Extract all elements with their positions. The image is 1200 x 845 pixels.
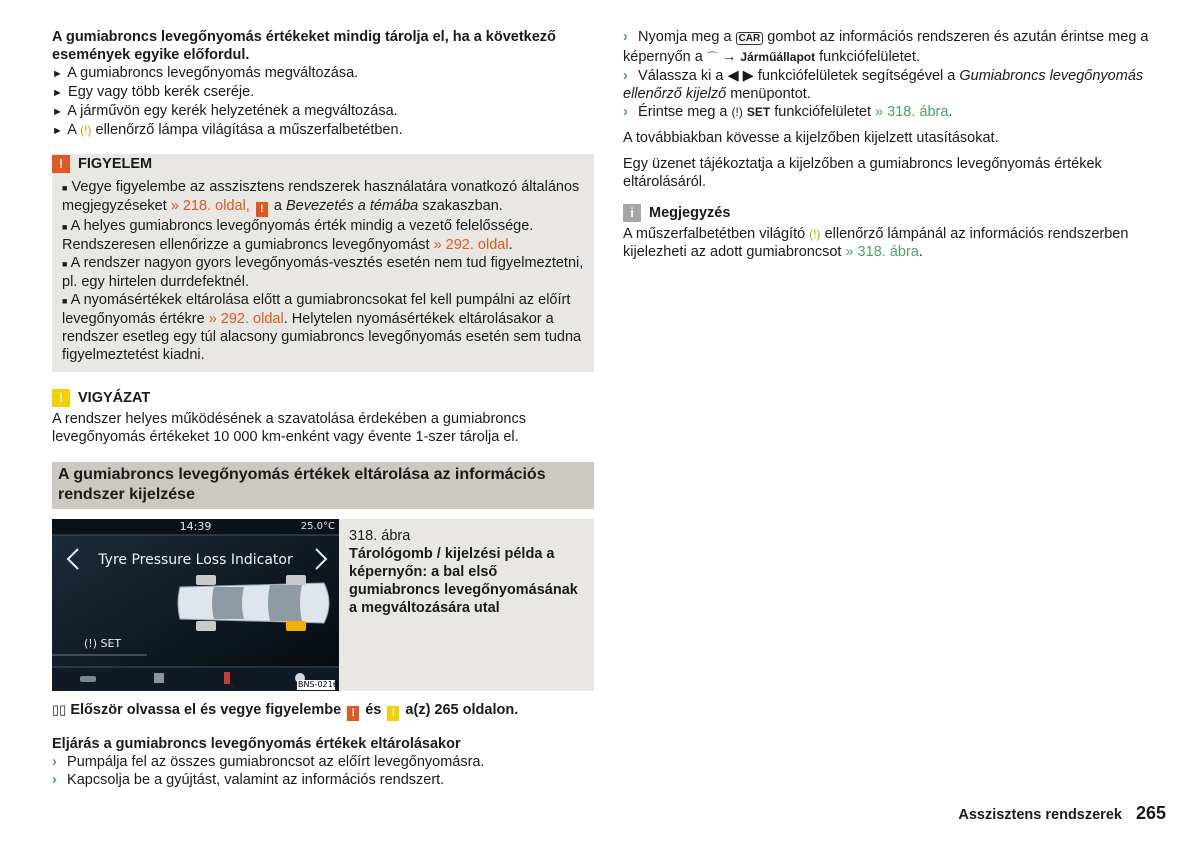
square-bullet-icon: ■ xyxy=(62,259,68,269)
triangle-bullet-icon: ► xyxy=(52,125,63,137)
media-icon[interactable] xyxy=(154,673,164,683)
procedure-step: › Érintse meg a (!) SET funkciófelületet » 318. ábra. xyxy=(623,104,953,120)
procedure-step: › Kapcsolja be a gyújtást, valamint az információs rendszert. xyxy=(52,772,445,788)
warning-icon: ! xyxy=(256,202,268,217)
chevron-right-icon: › xyxy=(52,772,57,788)
screen-temperature: 25.0°C xyxy=(300,521,335,532)
screen-title: Tyre Pressure Loss Indicator xyxy=(98,552,293,568)
warning-box xyxy=(52,154,594,372)
figure-number: 318. ábra xyxy=(349,528,411,544)
note-body: A műszerfalbetétben világító (!) ellenőrző lámpánál az információs rendszerben kijelezheti az adott gumiabroncsot » 318. ábra. xyxy=(623,226,1129,260)
screen-graphic xyxy=(52,519,339,691)
caution-icon: ! xyxy=(387,706,399,721)
infotainment-screen xyxy=(52,519,339,691)
caution-icon: ! xyxy=(52,389,70,407)
climate-icon[interactable] xyxy=(224,672,230,684)
list-item: ► Egy vagy több kerék cseréje. xyxy=(52,84,255,100)
square-bullet-icon: ■ xyxy=(62,183,68,193)
square-bullet-icon: ■ xyxy=(62,222,68,232)
warning-body xyxy=(52,174,594,364)
car-icon[interactable] xyxy=(80,676,96,682)
caution-box xyxy=(52,388,594,446)
warning-header xyxy=(52,154,594,174)
page-link[interactable]: » 292. oldal xyxy=(208,311,284,327)
footer-section: Asszisztens rendszerek xyxy=(958,807,1122,823)
tpms-warning-icon: (!) xyxy=(80,123,92,137)
page-footer xyxy=(958,804,1166,824)
right-column xyxy=(623,28,1168,261)
figure xyxy=(52,519,594,691)
page-link[interactable]: » 218. oldal, xyxy=(170,198,250,214)
warning-item: ■ Vegye figyelembe az asszisztens rendszerek használatára vonatkozó általános megjegyzéseket » 218. oldal, ! a Bevezetés a témába szakaszban. xyxy=(62,179,580,215)
note-header xyxy=(623,203,1168,223)
note-title: Megjegyzés xyxy=(649,205,731,221)
paragraph: Egy üzenet tájékoztatja a kijelzőben a gumiabroncs levegőnyomás értékek eltárolásáról. xyxy=(623,156,1102,190)
chevron-right-icon: › xyxy=(52,754,57,770)
page-link[interactable]: » 292. oldal xyxy=(433,237,509,253)
tpms-icon: (!) xyxy=(731,105,743,119)
chevron-right-icon: › xyxy=(623,104,628,120)
procedure-title: Eljárás a gumiabroncs levegőnyomás értékek eltárolásakor xyxy=(52,736,461,752)
chevron-right-icon: › xyxy=(623,68,628,84)
section-title: A gumiabroncs levegőnyomás értékek eltárolása az információs rendszer kijelzése xyxy=(52,462,594,509)
left-column xyxy=(52,28,594,789)
warning-item: ■ A nyomásértékek eltárolása előtt a gumiabroncsokat fel kell pumpálni az előírt levegőnyomás értékre » 292. oldal. Helytelen nyomásértékek eltárolásakor a rendszer esetleg egy túl alacsony gumiabroncs levegőnyomás esetén sem tudna figyelmeztetést kiadni. xyxy=(62,292,582,363)
caution-title: VIGYÁZAT xyxy=(78,390,151,406)
triangle-bullet-icon: ► xyxy=(52,87,63,99)
figure-link[interactable]: » 318. ábra xyxy=(845,244,919,260)
tire-alert-indicator xyxy=(286,621,306,631)
caution-header xyxy=(52,388,594,408)
chevron-right-icon: › xyxy=(623,29,628,45)
caution-body: A rendszer helyes működésének a szavatolása érdekében a gumiabroncs levegőnyomás értékeket 10 000 km-enként vagy évente 1-szer tárolja el. xyxy=(52,411,526,445)
list-item: ► A (!) ellenőrző lámpa világítása a műszerfalbetétben. xyxy=(52,122,403,138)
procedure-step: › Nyomja meg a CAR gombot az információs rendszeren és azután érintse meg a képernyőn a ⌒ → Járműállapot funkciófelületet. xyxy=(623,29,1149,65)
screen-time: 14:39 xyxy=(179,520,212,533)
triangle-bullet-icon: ► xyxy=(52,106,63,118)
info-icon: i xyxy=(623,204,641,222)
square-bullet-icon: ■ xyxy=(62,296,68,306)
warning-item: ■ A helyes gumiabroncs levegőnyomás érték mindig a vezető felelőssége. Rendszeresen ellenőrizze a gumiabroncs levegőnyomást » 292. oldal. xyxy=(62,218,534,253)
warning-item: ■ A rendszer nagyon gyors levegőnyomás-vesztés esetén nem tud figyelmeztetni, pl. egy hirtelen durrdefektnél. xyxy=(62,255,584,290)
note-box xyxy=(623,203,1168,261)
warning-icon: ! xyxy=(52,155,70,173)
list-item: ► A járművön egy kerék helyzetének a megváltozása. xyxy=(52,103,398,119)
figure-link[interactable]: » 318. ábra xyxy=(875,104,949,120)
figure-caption-text: Tárológomb / kijelzési példa a képernyőn: a bal első gumiabroncs levegőnyomásának a megváltozására utal xyxy=(349,546,578,616)
figure-caption xyxy=(349,527,589,617)
procedure-step: › Pumpálja fel az összes gumiabroncsot az előírt levegőnyomásra. xyxy=(52,754,485,770)
procedure-step: › Válassza ki a ◀ ▶ funkciófelületek segítségével a Gumiabroncs levegőnyomás ellenőrző kijelző menüpontot. xyxy=(623,68,1144,102)
list-item: ► A gumiabroncs levegőnyomás megváltozása. xyxy=(52,65,359,81)
read-first-note: ▯▯ Először olvassa el és vegye figyelembe ! és ! a(z) 265 oldalon. xyxy=(52,702,519,719)
image-code: BNS-0216 xyxy=(298,680,338,689)
set-button[interactable]: (!) SET xyxy=(84,637,122,650)
warning-title: FIGYELEM xyxy=(78,156,153,172)
page-number: 265 xyxy=(1135,803,1166,823)
car-key-icon: CAR xyxy=(736,32,764,45)
car-outline-icon: ⌒ xyxy=(706,52,718,64)
tpms-warning-icon: (!) xyxy=(809,227,821,241)
book-icon: ▯▯ xyxy=(52,702,67,717)
warning-icon: ! xyxy=(347,706,359,721)
intro-text: A gumiabroncs levegőnyomás értékeket mindig tárolja el, ha a következő események egyike előfordul. xyxy=(52,29,556,63)
triangle-bullet-icon: ► xyxy=(52,68,63,80)
tpms-icon: (!) xyxy=(84,637,97,650)
paragraph: A továbbiakban kövesse a kijelzőben kijelzett utasításokat. xyxy=(623,130,999,146)
